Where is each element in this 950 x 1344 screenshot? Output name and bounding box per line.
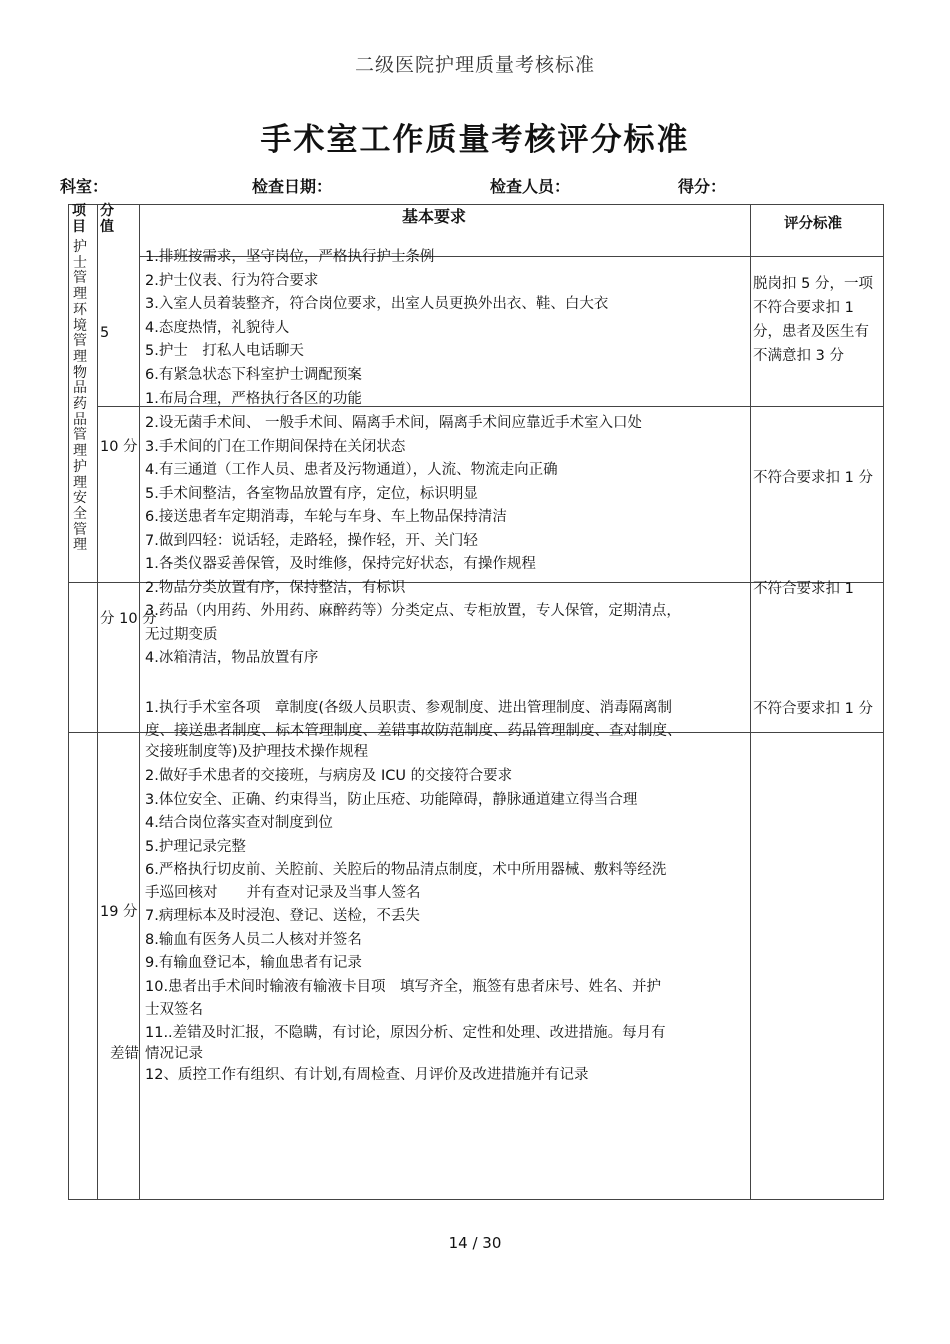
scoring-criteria: 不符合要求扣 1 分 <box>753 470 873 486</box>
column-divider-item <box>97 204 98 1200</box>
section-score: 分 10 分 <box>100 611 157 627</box>
requirement-line: 度、接送患者制度、标本管理制度、差错事故防范制度、药品管理制度、查对制度、 <box>145 723 682 739</box>
requirement-line: 7.病理标本及时浸泡、登记、送检，不丢失 <box>145 908 420 924</box>
requirement-line: 士双签名 <box>145 1002 203 1018</box>
requirement-line: 情况记录 <box>145 1046 203 1062</box>
requirement-line: 4.态度热情，礼貌待人 <box>145 320 290 336</box>
requirement-line: 手巡回核对 并有查对记录及当事人签名 <box>145 885 421 901</box>
requirement-line: 2.护士仪表、行为符合要求 <box>145 273 319 289</box>
item-category-label: 护士管理环境管理物品药品管理护理安全管理 <box>73 239 87 554</box>
requirement-line: 2.物品分类放置有序，保持整洁，有标识 <box>145 580 406 596</box>
score-label: 得分： <box>678 177 727 196</box>
table-right-border <box>883 204 884 1200</box>
requirement-line: 10.患者出手术间时输液有输液卡目项 填写齐全，瓶签有患者床号、姓名、并护 <box>145 979 662 995</box>
table-bottom-border <box>68 1199 884 1200</box>
page-title: 手术室工作质量考核评分标准 <box>260 122 690 158</box>
requirement-line: 9.有输血登记本，输血患者有记录 <box>145 955 362 971</box>
document-header: 二级医院护理质量考核标准 <box>354 54 595 76</box>
scoring-criteria: 脱岗扣 5 分，一项不符合要求扣 1 分，患者及医生有不满意扣 3 分 <box>753 276 873 364</box>
page-number: 14 / 30 <box>448 1234 502 1252</box>
requirement-line: 5.护理记录完整 <box>145 839 246 855</box>
requirement-line: 3.体位安全、正确、约束得当，防止压疮、功能障碍，静脉通道建立得当合理 <box>145 792 638 808</box>
requirement-line: 4.冰箱清洁，物品放置有序 <box>145 650 319 666</box>
department-label: 科室： <box>60 177 109 196</box>
requirement-line: 4.有三通道（工作人员、患者及污物通道），人流、物流走向正确 <box>145 462 558 478</box>
requirement-line: 8.输血有医务人员二人核对并签名 <box>145 932 362 948</box>
requirement-line: 12、质控工作有组织、有计划,有周检查、月评价及改进措施并有记录 <box>145 1067 589 1083</box>
column-divider-requirements <box>750 204 751 1200</box>
requirement-line: 5.手术间整洁，各室物品放置有序，定位，标识明显 <box>145 486 478 502</box>
requirement-line: 1.布局合理，严格执行各区的功能 <box>145 391 362 407</box>
column-divider-score <box>139 204 140 1200</box>
check-date-label: 检查日期： <box>252 177 333 196</box>
header-criteria: 评分标准 <box>784 216 842 232</box>
section-score: 5 <box>100 325 110 341</box>
scoring-criteria: 不符合要求扣 1 分 <box>753 701 873 717</box>
requirement-line: 1.排班按需求，坚守岗位，严格执行护士条例 <box>145 249 435 265</box>
requirement-line: 1.执行手术室各项 章制度(各级人员职责、参观制度、进出管理制度、消毒隔离制 <box>145 700 672 716</box>
table-top-border <box>68 204 884 205</box>
requirement-line: 7.做到四轻：说话轻，走路轻，操作轻，开、关门轻 <box>145 533 478 549</box>
requirement-line: 2.做好手术患者的交接班，与病房及 ICU 的交接符合要求 <box>145 768 513 784</box>
requirement-line: 6.接送患者车定期消毒，车轮与车身、车上物品保持清洁 <box>145 509 507 525</box>
section-score: 10 分 <box>100 439 138 455</box>
requirement-line: 3.手术间的门在工作期间保持在关闭状态 <box>145 439 406 455</box>
requirement-line: 3.药品（内用药、外用药、麻醉药等）分类定点、专柜放置，专人保管，定期清点， <box>145 603 681 619</box>
error-label: 差错 <box>110 1046 139 1062</box>
header-item: 项目 <box>72 203 86 235</box>
requirement-line: 1.各类仪器妥善保管，及时维修，保持完好状态，有操作规程 <box>145 556 536 572</box>
requirement-line: 3.入室人员着装整齐，符合岗位要求，出室人员更换外出衣、鞋、白大衣 <box>145 296 609 312</box>
inspector-label: 检查人员： <box>490 177 571 196</box>
requirement-line: 6.有紧急状态下科室护士调配预案 <box>145 367 362 383</box>
table-left-border <box>68 204 69 1200</box>
requirement-line: 11..差错及时汇报，不隐瞒，有讨论，原因分析、定性和处理、改进措施。每月有 <box>145 1025 666 1041</box>
requirement-line: 无过期变质 <box>145 627 218 643</box>
requirement-line: 交接班制度等)及护理技术操作规程 <box>145 744 369 760</box>
requirement-line: 2.设无菌手术间、 一般手术间、隔离手术间，隔离手术间应靠近手术室入口处 <box>145 415 642 431</box>
requirement-line: 4.结合岗位落实查对制度到位 <box>145 815 333 831</box>
header-requirements: 基本要求 <box>402 207 467 226</box>
requirement-line: 6.严格执行切皮前、关腔前、关腔后的物品清点制度，术中所用器械、敷料等经洗 <box>145 862 667 878</box>
header-score: 分值 <box>100 203 114 235</box>
requirement-line: 5.护士 打私人电话聊天 <box>145 343 304 359</box>
section-score: 19 分 <box>100 904 138 920</box>
scoring-criteria: 不符合要求扣 1 <box>753 581 854 597</box>
